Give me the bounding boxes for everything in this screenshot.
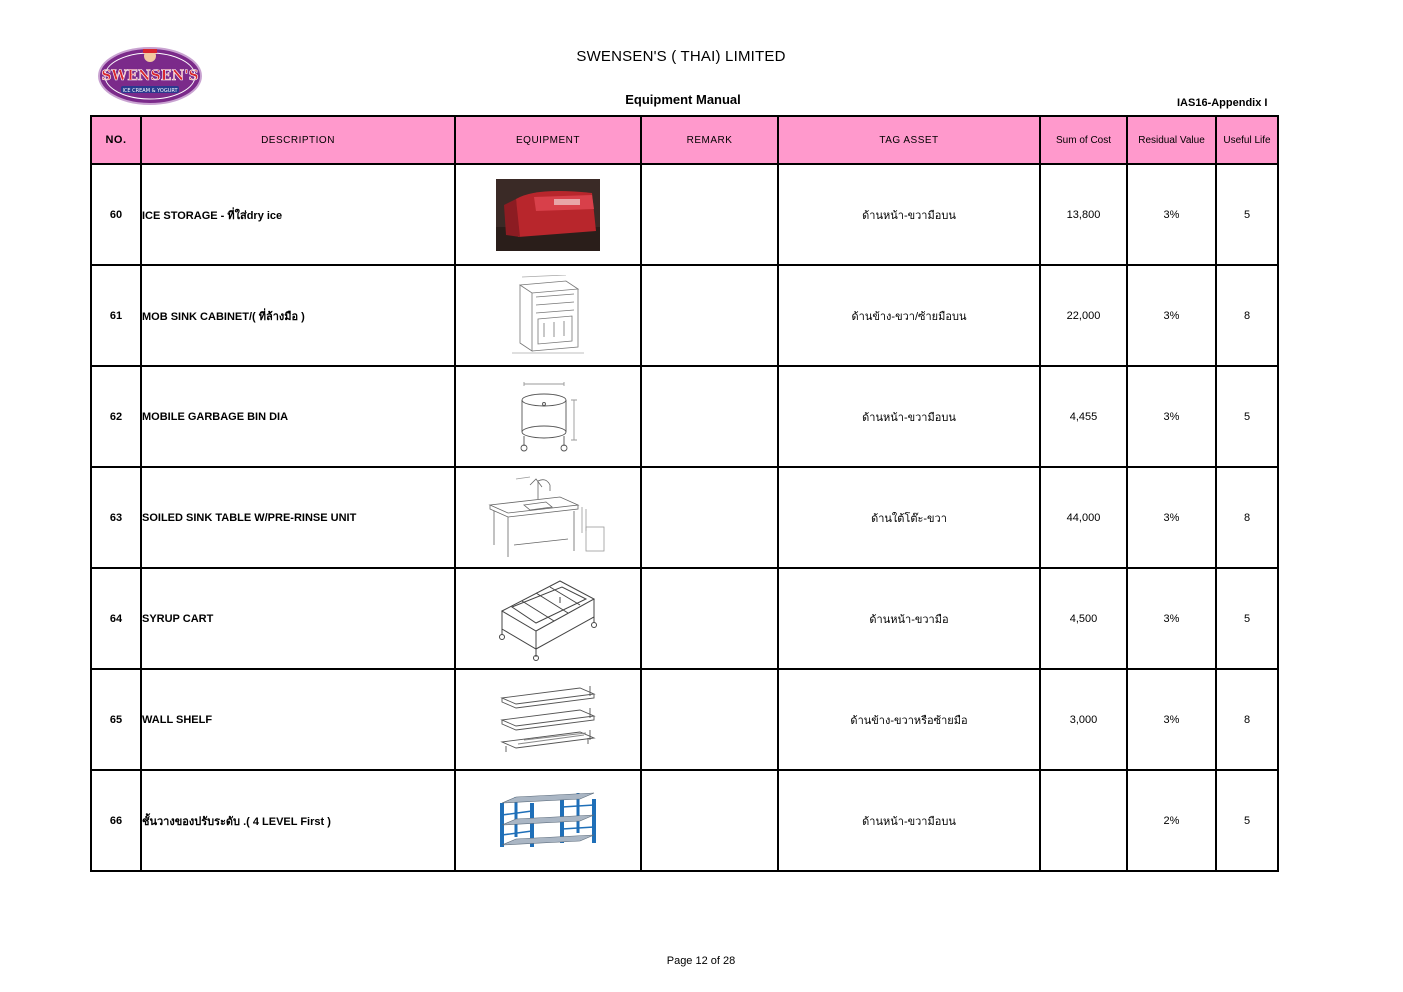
row-remark [641,770,778,871]
row-number: 61 [91,265,141,366]
row-number: 65 [91,669,141,770]
table-row [91,568,1278,669]
row-residual-value: 3% [1127,669,1216,770]
table-row [91,265,1278,366]
page-number: Page 12 of 28 [666,955,736,967]
col-header-no: NO. [91,116,141,164]
row-tag-asset: ด้านหน้า-ขวามือ [778,568,1040,669]
storage-rack-icon [498,814,598,826]
garbage-bin-icon [516,410,580,422]
row-number: 60 [91,164,141,265]
row-tag-asset: ด้านข้าง-ขวาหรือซ้ายมือ [778,669,1040,770]
row-sum-of-cost [1040,770,1127,871]
company-name: SWENSEN'S ( THAI) LIMITED [576,48,786,65]
row-tag-asset: ด้านหน้า-ขวามือบน [778,770,1040,871]
row-number: 63 [91,467,141,568]
row-description: WALL SHELF [141,669,455,770]
row-useful-life: 8 [1216,467,1278,568]
sink-table-icon [486,511,610,523]
row-residual-value: 3% [1127,568,1216,669]
col-header-description: DESCRIPTION [141,116,455,164]
row-sum-of-cost: 4,455 [1040,366,1127,467]
col-header-useful-life: Useful Life [1216,116,1278,164]
col-header-tag-asset: TAG ASSET [778,116,1040,164]
row-description: MOB SINK CABINET/( ที่ล้างมือ ) [141,265,455,366]
table-row [91,366,1278,467]
row-residual-value: 2% [1127,770,1216,871]
col-header-sum-of-cost: Sum of Cost [1040,116,1127,164]
row-remark [641,568,778,669]
row-equipment [455,669,641,770]
col-header-residual-value: Residual Value [1127,116,1216,164]
row-remark [641,265,778,366]
row-equipment [455,568,641,669]
table-header-row [91,116,1278,164]
row-equipment [455,770,641,871]
row-sum-of-cost: 13,800 [1040,164,1127,265]
row-useful-life: 5 [1216,568,1278,669]
row-number: 62 [91,366,141,467]
row-useful-life: 5 [1216,366,1278,467]
row-tag-asset: ด้านหน้า-ขวามือบน [778,366,1040,467]
row-remark [641,164,778,265]
ice-storage-photo-icon [496,208,600,220]
row-tag-asset: ด้านข้าง-ขวา/ซ้ายมือบน [778,265,1040,366]
row-description: SOILED SINK TABLE W/PRE-RINSE UNIT [141,467,455,568]
row-useful-life: 5 [1216,770,1278,871]
equipment-table [90,115,1279,872]
row-useful-life: 5 [1216,164,1278,265]
wall-shelf-icon [498,713,598,725]
col-header-remark: REMARK [641,116,778,164]
row-description: ชั้นวางของปรับระดับ .( 4 LEVEL First ) [141,770,455,871]
row-sum-of-cost: 4,500 [1040,568,1127,669]
table-row [91,467,1278,568]
row-residual-value: 3% [1127,467,1216,568]
row-useful-life: 8 [1216,265,1278,366]
table-row [91,164,1278,265]
row-equipment [455,366,641,467]
row-remark [641,669,778,770]
table-row [91,770,1278,871]
row-sum-of-cost: 3,000 [1040,669,1127,770]
row-remark [641,467,778,568]
row-number: 64 [91,568,141,669]
row-useful-life: 8 [1216,669,1278,770]
row-tag-asset: ด้านใต้โต๊ะ-ขวา [778,467,1040,568]
row-description: MOBILE GARBAGE BIN DIA [141,366,455,467]
row-equipment [455,467,641,568]
row-description: SYRUP CART [141,568,455,669]
row-description: ICE STORAGE - ที่ใส่dry ice [141,164,455,265]
row-sum-of-cost: 44,000 [1040,467,1127,568]
row-equipment [455,265,641,366]
row-number: 66 [91,770,141,871]
row-equipment [455,164,641,265]
row-residual-value: 3% [1127,366,1216,467]
table-row [91,669,1278,770]
row-tag-asset: ด้านหน้า-ขวามือบน [778,164,1040,265]
row-remark [641,366,778,467]
row-residual-value: 3% [1127,265,1216,366]
document-title: Equipment Manual [625,92,741,107]
col-header-equipment: EQUIPMENT [455,116,641,164]
svg-text:ICE CREAM & YOGURT: ICE CREAM & YOGURT [122,88,178,94]
svg-text:SWENSEN'S: SWENSEN'S [101,68,199,84]
row-residual-value: 3% [1127,164,1216,265]
sink-cabinet-icon [508,309,588,321]
appendix-label: IAS16-Appendix I [1177,97,1268,109]
row-sum-of-cost: 22,000 [1040,265,1127,366]
syrup-cart-icon [498,612,598,624]
